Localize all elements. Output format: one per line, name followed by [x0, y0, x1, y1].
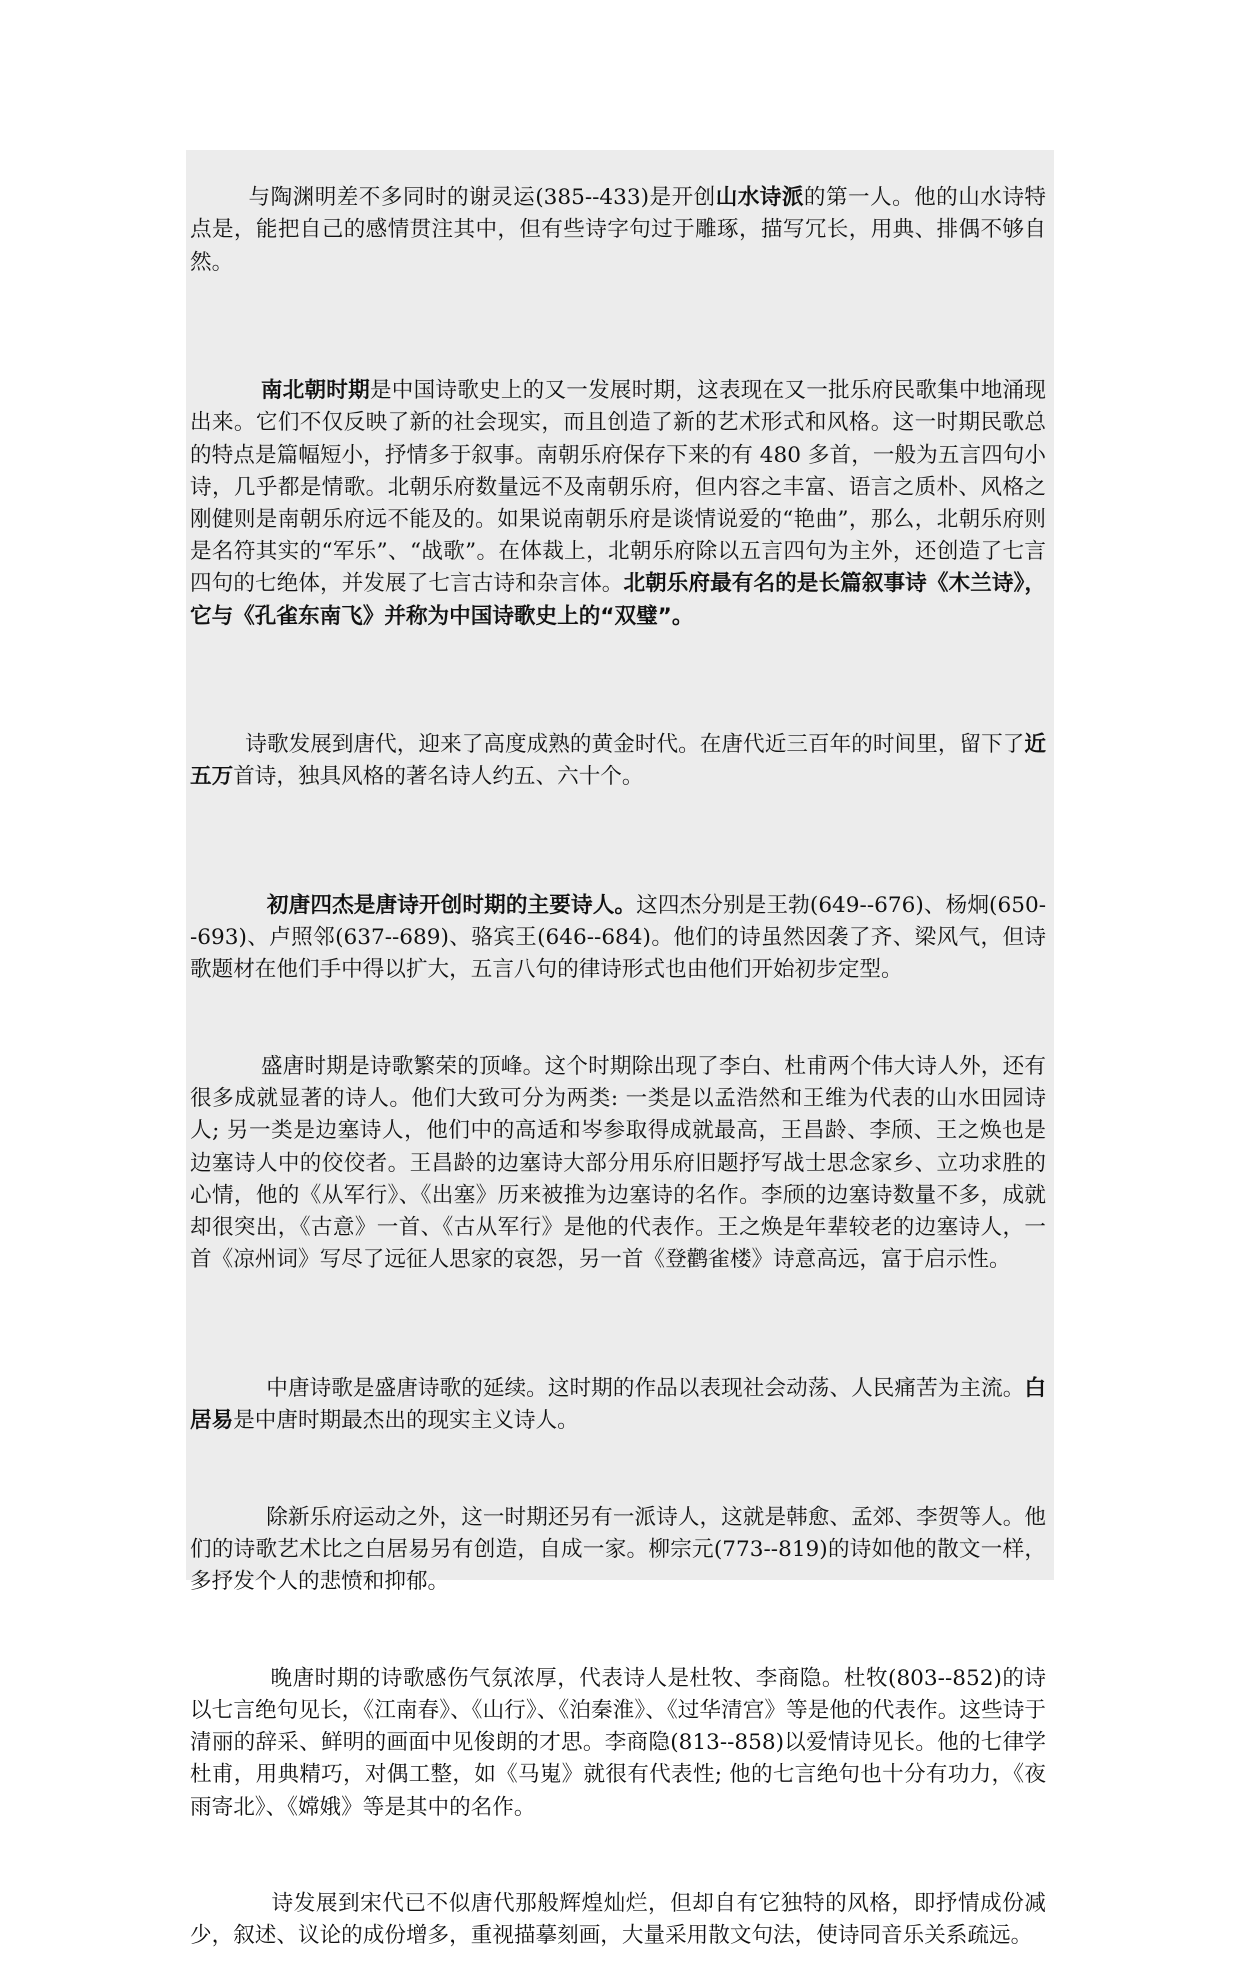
paragraph-wantang — [190, 1631, 1046, 1856]
text-run: 中唐诗歌是盛唐诗歌的延续。这时期的作品以表现社会动荡、人民痛苦为主流。 — [231, 1375, 1025, 1401]
paragraph-songdai — [190, 1856, 1046, 1985]
text-run: 诗发展到宋代已不似唐代那般辉煌灿烂，但却自有它独特的风格，即抒情成份减少，叙述、议论的成份增多，重视描摹刻画，大量采用散文句法，使诗同音乐关系疏远。 — [190, 1891, 1046, 1949]
paragraph-zhongtang — [190, 1341, 1046, 1470]
paragraph-xie-lingyun — [190, 150, 1046, 311]
text-run: 这四杰分别是王勃(649--676)、杨炯(650--693)、卢照邻(637--689)、骆宾王(646--684)。他们的诗虽然因袭了齐、梁风气，但诗歌题材在他们手中得以扩大，五言八句的律诗形式也由他们开始初步定型。 — [190, 893, 1046, 983]
text-block — [186, 150, 1054, 1949]
text-run: 与陶渊明差不多同时的谢灵运(385--433)是开创 — [233, 185, 716, 211]
text-run: 盛唐时期是诗歌繁荣的顶峰。这个时期除出现了李白、杜甫两个伟大诗人外，还有很多成就显著的诗人。他们大致可分为两类: 一类是以孟浩然和王维为代表的山水田园诗人; 另一类是边塞诗人，他们中的高适和岑参取得成就最高，王昌龄、李颀、王之焕也是边塞诗人中的佼佼者。王昌龄的边塞诗大部分用乐府旧题抒写战士思念家乡、立功求胜的心情，他的《从军行》、《出塞》历来被推为边塞诗的名作。李颀的边塞诗数量不多，成就却很突出，《古意》一首、《古从军行》是他的代表作。王之焕是年辈较老的边塞诗人，一首《凉州词》写尽了远征人思家的哀怨，另一首《登鹳雀楼》诗意高远，富于启示性。 — [190, 1054, 1046, 1273]
text-run — [232, 893, 267, 918]
bold-text-run: 白居易 — [190, 1375, 1046, 1434]
text-run: 除新乐府运动之外，这一时期还另有一派诗人，这就是韩愈、孟郊、李贺等人。他们的诗歌艺术比之白居易另有创造，自成一家。柳宗元(773--819)的诗如他的散文一样，多抒发个人的悲愤和抑郁。 — [190, 1504, 1046, 1595]
text-run: 是中国诗歌史上的又一发展时期，这表现在又一批乐府民歌集中地涌现出来。它们不仅反映了新的社会现实，而且创造了新的艺术形式和风格。这一时期民歌总的特点是篇幅短小，抒情多于叙事。南朝乐府保存下来的有 480 多首，一般为五言四句小诗，几乎都是情歌。北朝乐府数量远不及南朝乐府，但内容之丰富、语言之质朴、风格之刚健则是南朝乐府远不能及的。如果说南朝乐府是谈情说爱的“艳曲”，那么，北朝乐府则是名符其实的“军乐”、“战歌”。在体裁上，北朝乐府除以五言四句为主外，还创造了七言四句的七绝体，并发展了七言古诗和杂言体。 — [190, 378, 1046, 597]
bold-text-run: 南北朝时期 — [260, 378, 370, 404]
paragraph-xinyuefu — [190, 1470, 1046, 1631]
paragraph-shengtang — [190, 1019, 1046, 1309]
bold-text-run: 山水诗派 — [715, 185, 804, 211]
text-run: 的第一人。他的山水诗特点是，能把自己的感情贯注其中，但有些诗字句过于雕琢，描写冗长，用典、排偶不够自然。 — [190, 185, 1046, 275]
paragraph-nanbeichao — [190, 343, 1046, 665]
paragraph-tang-intro — [190, 697, 1046, 826]
text-run: 晚唐时期的诗歌感伤气氛浓厚，代表诗人是杜牧、李商隐。杜牧(803--852)的诗以七言绝句见长，《江南春》、《山行》、《泊秦淮》、《过华清宫》等是他的代表作。这些诗于清丽的辞采、鲜明的画面中见俊朗的才思。李商隐(813--858)以爱情诗见长。他的七律学杜甫，用典精巧，对偶工整，如《马嵬》就很有代表性; 他的七言绝句也十分有功力，《夜雨寄北》、《嫦娥》等是其中的名作。 — [190, 1665, 1046, 1820]
text-run: 诗歌发展到唐代，迎来了高度成熟的黄金时代。在唐代近三百年的时间里，留下了 — [231, 732, 1025, 758]
bold-text-run: 北朝乐府最有名的是长篇叙事诗《木兰诗》，它与《孔雀东南飞》并称为中国诗歌史上的“双璧”。 — [190, 571, 1046, 629]
text-run: 首诗，独具风格的著名诗人约五、六十个。 — [233, 764, 644, 790]
text-run — [233, 378, 261, 403]
text-run: 是中唐时期最杰出的现实主义诗人。 — [233, 1408, 579, 1434]
paragraph-chutang-sijie — [190, 858, 1046, 1019]
bold-text-run: 初唐四杰是唐诗开创时期的主要诗人。 — [266, 893, 637, 919]
bold-text-run: 近五万 — [190, 732, 1047, 790]
